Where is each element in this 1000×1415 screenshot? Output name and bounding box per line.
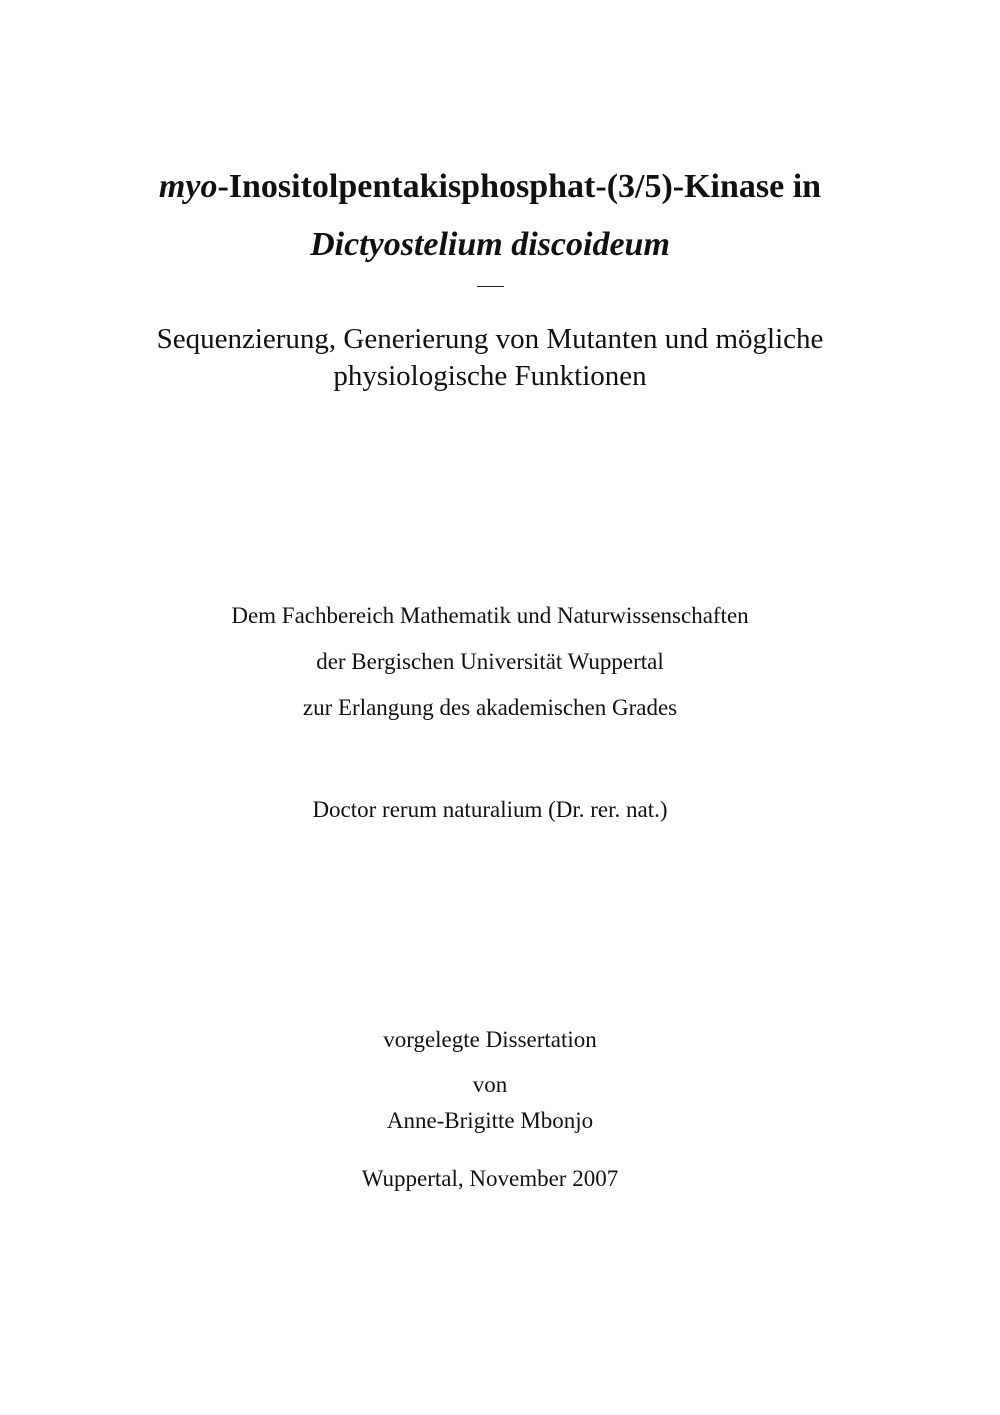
title-italic-prefix: myo: [158, 168, 218, 205]
title-line-1: [0, 168, 980, 206]
title-main-text: -Inositolpentakisphosphat-(3/5)-Kinase in: [217, 168, 822, 205]
by-text: von: [472, 1072, 508, 1097]
dissertation-type: vorgelegte Dissertation: [383, 1027, 597, 1052]
author-name: Anne-Brigitte Mbonjo: [386, 1108, 594, 1133]
submission-line-2: der Bergischen Universität Wuppertal: [316, 649, 664, 674]
title-organism: Dictyostelium discoideum: [310, 226, 670, 263]
title-separator-dash: [477, 286, 504, 287]
subtitle-line-1: Sequenzierung, Generierung von Mutanten und mögliche: [156, 323, 824, 355]
submission-line-3: zur Erlangung des akademischen Grades: [302, 695, 678, 720]
degree-text: Doctor rerum naturalium (Dr. rer. nat.): [312, 797, 668, 822]
subtitle-line-2: physiologische Funktionen: [333, 360, 647, 392]
place-date: Wuppertal, November 2007: [361, 1166, 619, 1191]
title-line-2: [0, 226, 980, 264]
submission-line-1: Dem Fachbereich Mathematik und Naturwissenschaften: [231, 603, 749, 628]
